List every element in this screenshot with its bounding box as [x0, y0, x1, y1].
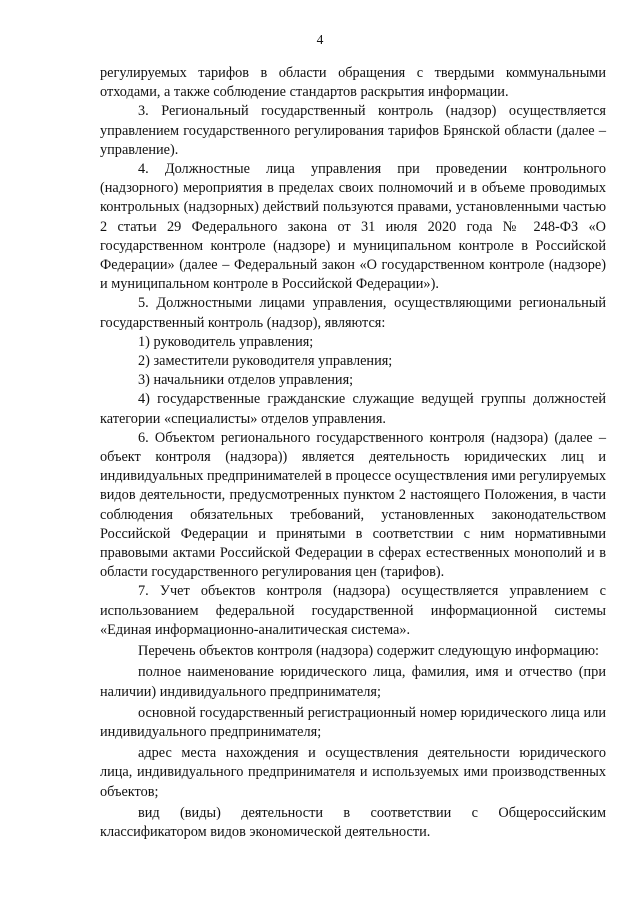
- list-item-full-name: полное наименование юридического лица, фамилия, имя и отчество (при наличии) индивидуального предпринимателя;: [100, 664, 606, 700]
- document-body: [100, 64, 606, 842]
- list-item-activity: вид (виды) деятельности в соответствии с Общероссийским классификатором видов экономической деятельности.: [100, 804, 606, 840]
- list-item-5-1: 1) руководитель управления;: [138, 333, 314, 350]
- list-item-address: адрес места нахождения и осуществления деятельности юридического лица, индивидуального предпринимателя и используемых ими производственных объектов;: [100, 745, 606, 800]
- paragraph-5: 5. Должностными лицами управления, осуществляющими региональный государственный контроль (надзор), являются:: [100, 295, 606, 331]
- list-item-5-2: 2) заместители руководителя управления;: [138, 353, 393, 370]
- page-number: 4: [316, 32, 324, 47]
- paragraph-7: 7. Учет объектов контроля (надзора) осуществляется управлением с использованием федеральной государственной информационной системы «Единая информационно-аналитическая система».: [100, 583, 606, 638]
- paragraph-6: 6. Объектом регионального государственного контроля (надзора) (далее – объект контроля (надзора)) является деятельность юридических лиц и индивидуальных предпринимателей в процессе осуществления ими регулируемых видов деятельности, предусмотренных пунктом 2 настоящего Положения, в части соблюдения обязательных требований, установленных законодательством Российской Федерации и принятыми в соответствии с ним нормативными правовыми актами Российской Федерации в сферах естественных монополий и в области государственного регулирования цен (тарифов).: [100, 429, 606, 581]
- paragraph-list-intro: Перечень объектов контроля (надзора) содержит следующую информацию:: [138, 643, 600, 660]
- list-item-5-4: 4) государственные гражданские служащие ведущей группы должностей категории «специалисты» отделов управления.: [100, 391, 606, 427]
- paragraph-4: 4. Должностные лица управления при проведении контрольного (надзорного) мероприятия в пределах своих полномочий и в объеме проводимых контрольных (надзорных) действий пользуются правами, установленными частью 2 статьи 29 Федерального закона от 31 июля 2020 года № 248-ФЗ «О государственном контроле (надзоре) и муниципальном контроле в Российской Федерации» (далее – Федеральный закон «О государственном контроле (надзоре) и муниципальном контроле в Российской Федерации»).: [100, 161, 606, 293]
- list-item-5-3: 3) начальники отделов управления;: [138, 372, 354, 389]
- paragraph-continuation: регулируемых тарифов в области обращения с твердыми коммунальными отходами, а также соблюдение стандартов раскрытия информации.: [100, 65, 606, 101]
- paragraph-3: 3. Региональный государственный контроль (надзор) осуществляется управлением государственного регулирования тарифов Брянской области (далее – управление).: [100, 103, 606, 158]
- list-item-ogrn: основной государственный регистрационный номер юридического лица или индивидуального предпринимателя;: [100, 704, 606, 740]
